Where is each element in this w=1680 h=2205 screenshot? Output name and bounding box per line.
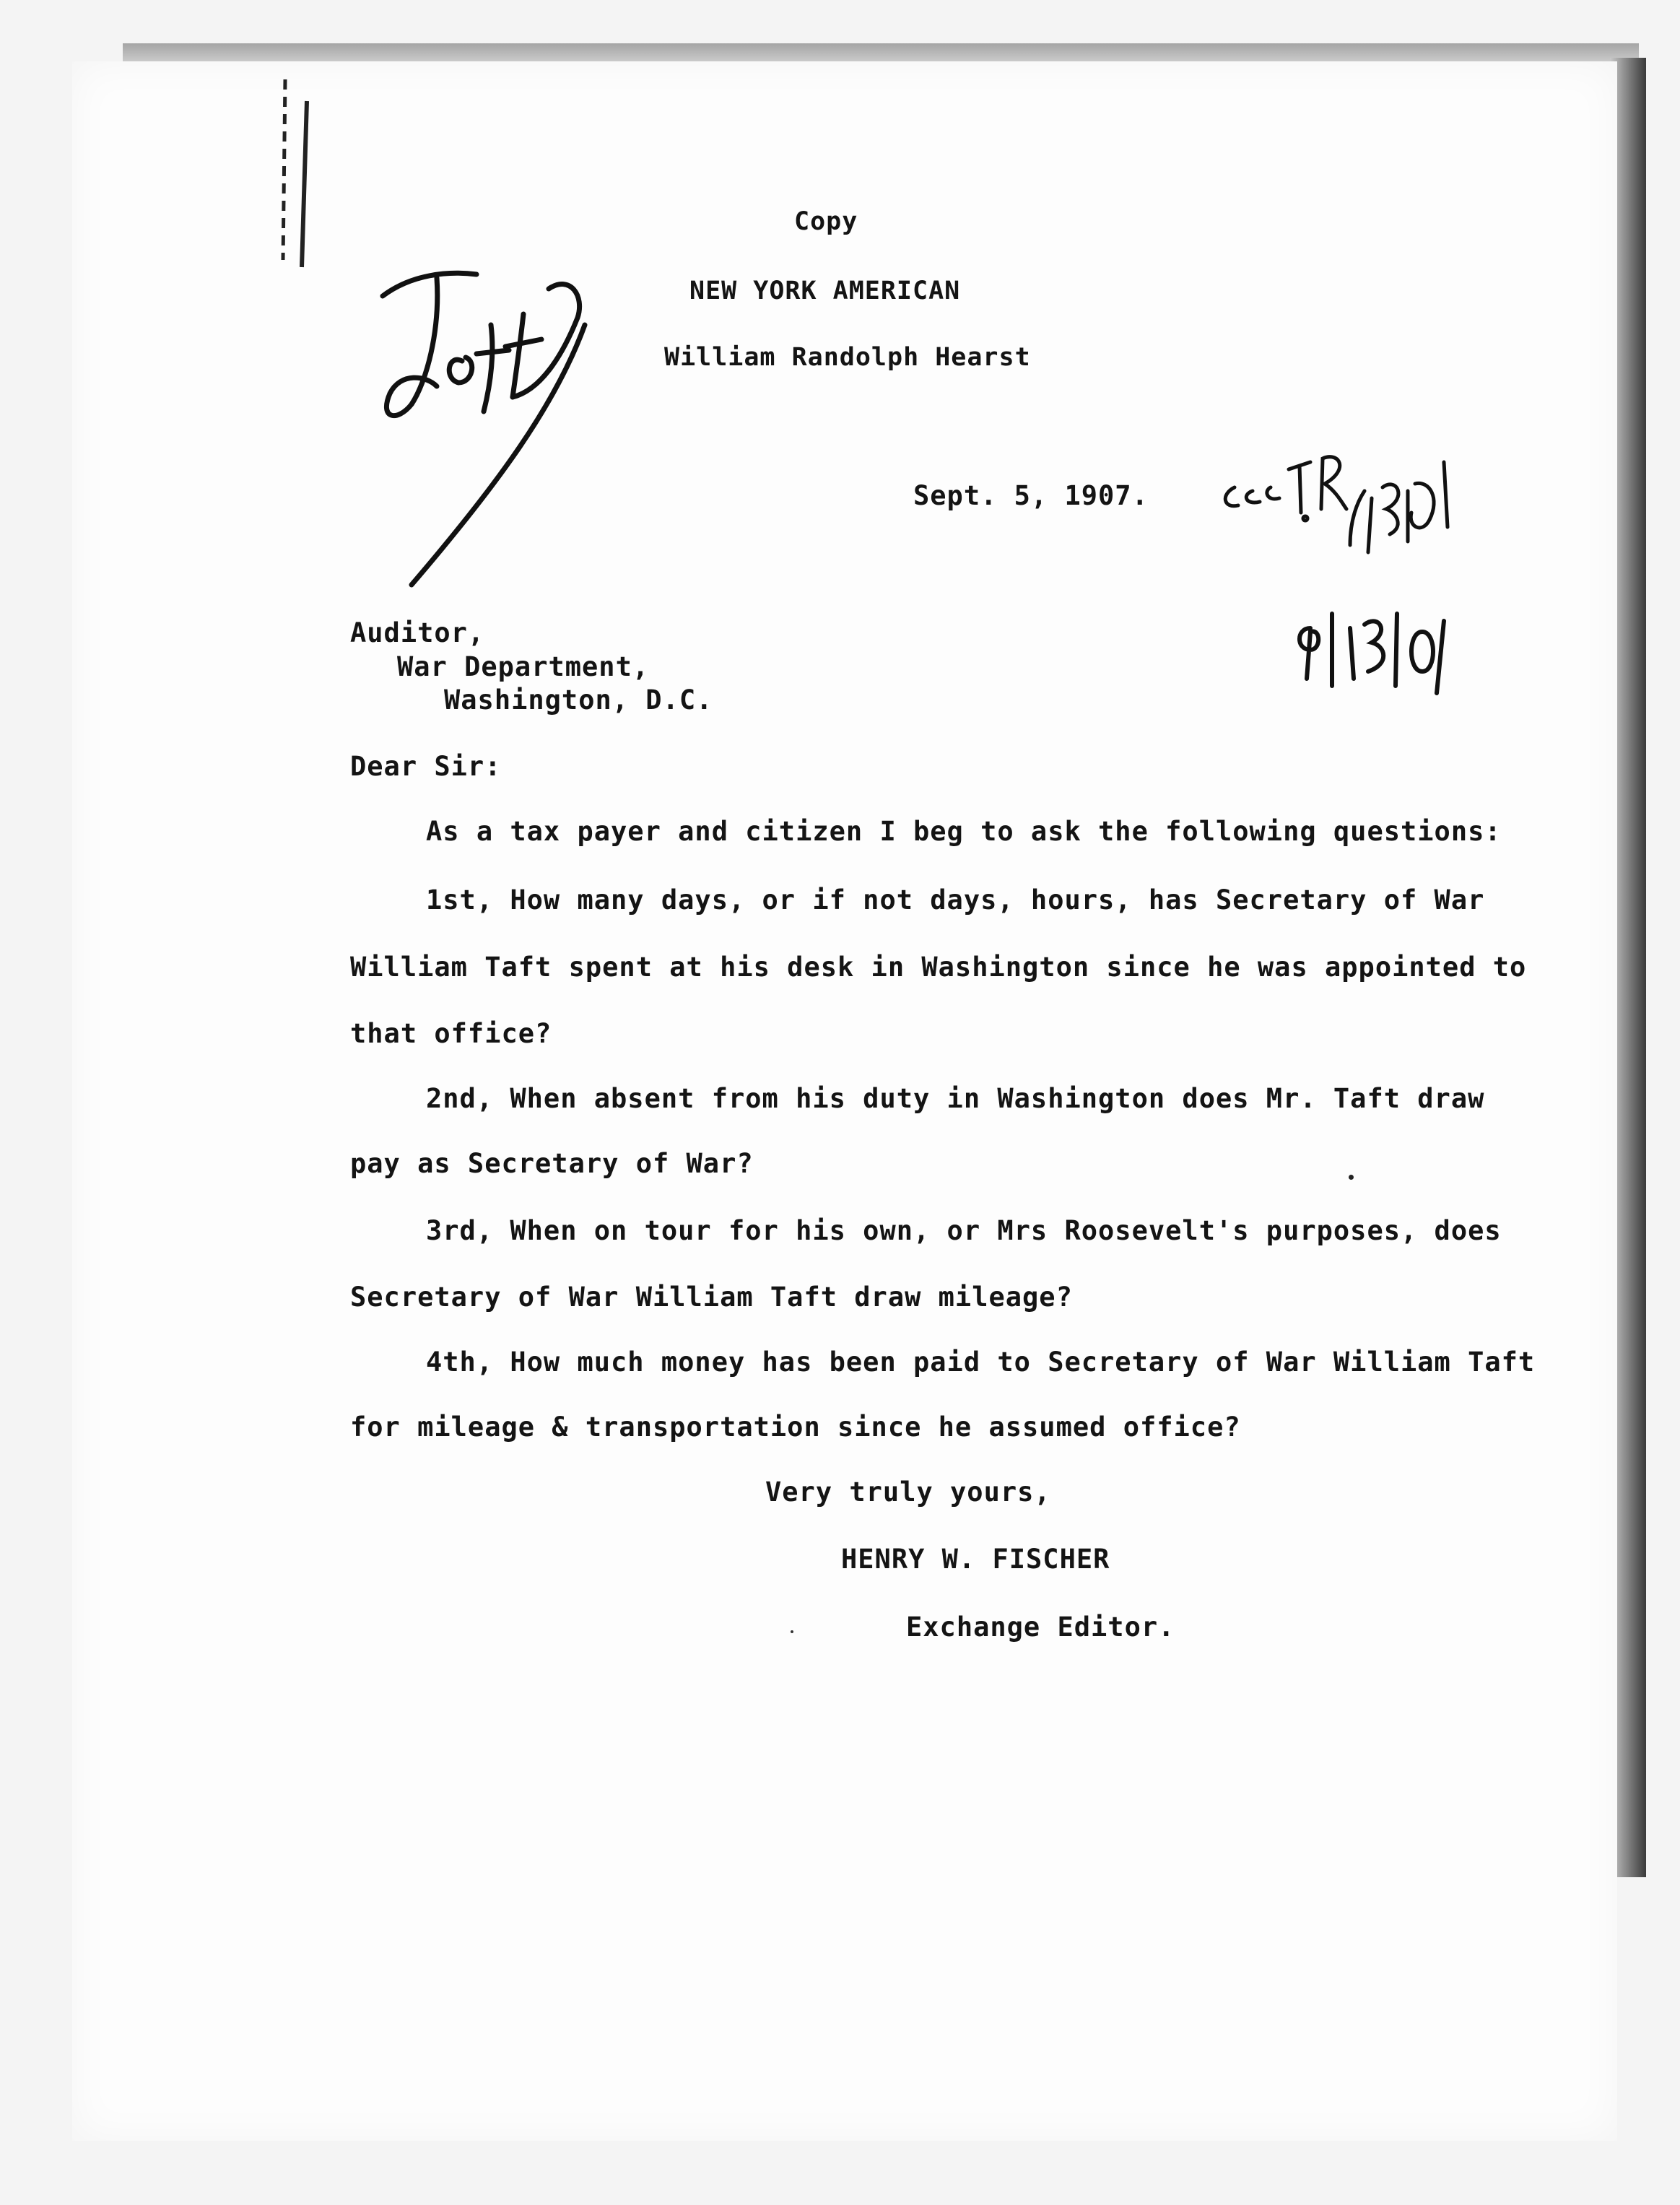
body-line: for mileage & transportation since he assumed office? xyxy=(350,1412,1241,1443)
salutation: Dear Sir: xyxy=(350,751,502,782)
copy-label: Copy xyxy=(794,207,858,236)
address-line-2: War Department, xyxy=(397,651,650,682)
letter-date: Sept. 5, 1907. xyxy=(913,480,1149,511)
handwritten-taft-signature xyxy=(368,245,628,606)
handwritten-date-note xyxy=(1289,599,1455,708)
body-line: that office? xyxy=(350,1018,552,1049)
publisher-name: William Randolph Hearst xyxy=(664,343,1031,372)
body-line: pay as Secretary of War? xyxy=(350,1148,754,1179)
newspaper-name: NEW YORK AMERICAN xyxy=(689,277,961,305)
body-line: Secretary of War William Taft draw mileage? xyxy=(350,1282,1073,1313)
ink-speck xyxy=(1349,1175,1354,1180)
body-line: 2nd, When absent from his duty in Washington does Mr. Taft draw xyxy=(426,1083,1485,1114)
signature-name: HENRY W. FISCHER xyxy=(841,1544,1110,1575)
margin-marks xyxy=(267,72,325,274)
body-line: William Taft spent at his desk in Washington since he was appointed to xyxy=(350,952,1527,983)
signature-title: Exchange Editor. xyxy=(906,1612,1175,1643)
ink-speck xyxy=(791,1630,793,1633)
body-line: 4th, How much money has been paid to Secretary of War William Taft xyxy=(426,1347,1536,1378)
address-line-3: Washington, D.C. xyxy=(444,684,713,716)
body-line: 3rd, When on tour for his own, or Mrs Roosevelt's purposes, does xyxy=(426,1215,1502,1246)
closing: Very truly yours, xyxy=(765,1476,1051,1508)
body-line: 1st, How many days, or if not days, hours, has Secretary of War xyxy=(426,884,1485,916)
address-line-1: Auditor, xyxy=(350,617,485,648)
body-line: As a tax payer and citizen I beg to ask the following questions: xyxy=(426,816,1502,847)
